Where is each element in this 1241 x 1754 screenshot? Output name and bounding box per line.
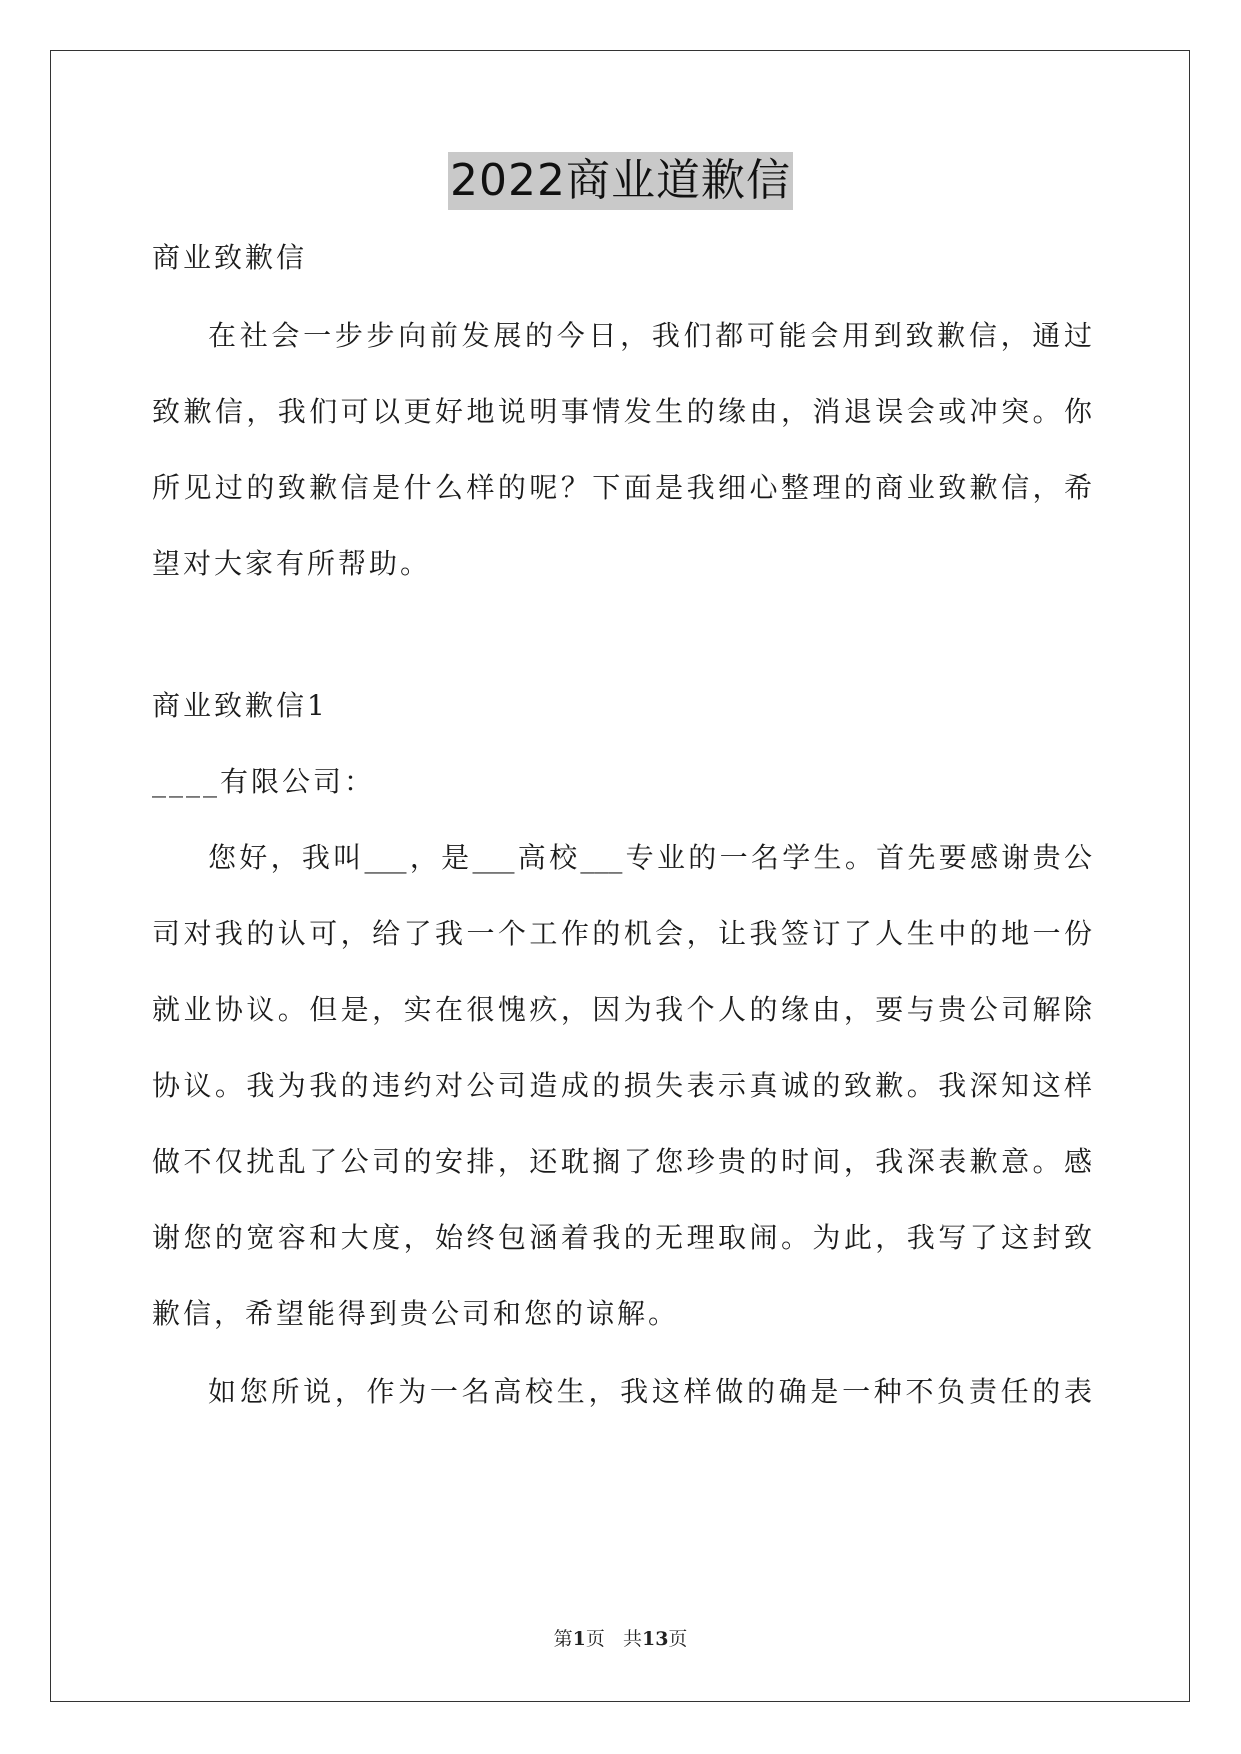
- letter-line-5: 做不仅扰乱了公司的安排，还耽搁了您珍贵的时间，我深表歉意。感: [152, 1145, 1092, 1178]
- letter-line-4: 协议。我为我的违约对公司造成的损失表示真诚的致歉。我深知这样: [152, 1069, 1092, 1102]
- footer-total-pages: 13: [641, 1628, 669, 1650]
- footer-page-prefix: 第: [553, 1628, 573, 1650]
- page-footer: [0, 1626, 1241, 1652]
- title-wrap: [0, 152, 1241, 210]
- letter-salutation: ____有限公司：: [152, 765, 376, 798]
- intro-line-4: 望对大家有所帮助。: [152, 547, 432, 580]
- letter-heading: 商业致歉信1: [152, 689, 328, 722]
- intro-line-2: 致歉信，我们可以更好地说明事情发生的缘由，消退误会或冲突。你: [152, 395, 1092, 428]
- footer-page-suffix: 页: [585, 1628, 605, 1650]
- letter-line-6: 谢您的宽容和大度，始终包涵着我的无理取闹。为此，我写了这封致: [152, 1221, 1092, 1254]
- letter-line-1: 您好，我叫___，是___高校___专业的一名学生。首先要感谢贵公: [208, 841, 1092, 874]
- letter-line-8: 如您所说，作为一名高校生，我这样做的确是一种不负责任的表: [208, 1375, 1092, 1408]
- section-heading: 商业致歉信: [152, 241, 308, 274]
- letter-line-2: 司对我的认可，给了我一个工作的机会，让我签订了人生中的地一份: [152, 917, 1092, 950]
- footer-total-prefix: 共: [622, 1628, 642, 1650]
- intro-line-3: 所见过的致歉信是什么样的呢？下面是我细心整理的商业致歉信，希: [152, 471, 1092, 504]
- letter-line-7: 歉信，希望能得到贵公司和您的谅解。: [152, 1297, 680, 1330]
- letter-line-3: 就业协议。但是，实在很愧疚，因为我个人的缘由，要与贵公司解除: [152, 993, 1092, 1026]
- page-title: 2022商业道歉信: [448, 152, 793, 210]
- intro-line-1: 在社会一步步向前发展的今日，我们都可能会用到致歉信，通过: [208, 319, 1092, 352]
- footer-page-number: 1: [572, 1628, 586, 1650]
- footer-total-suffix: 页: [668, 1628, 688, 1650]
